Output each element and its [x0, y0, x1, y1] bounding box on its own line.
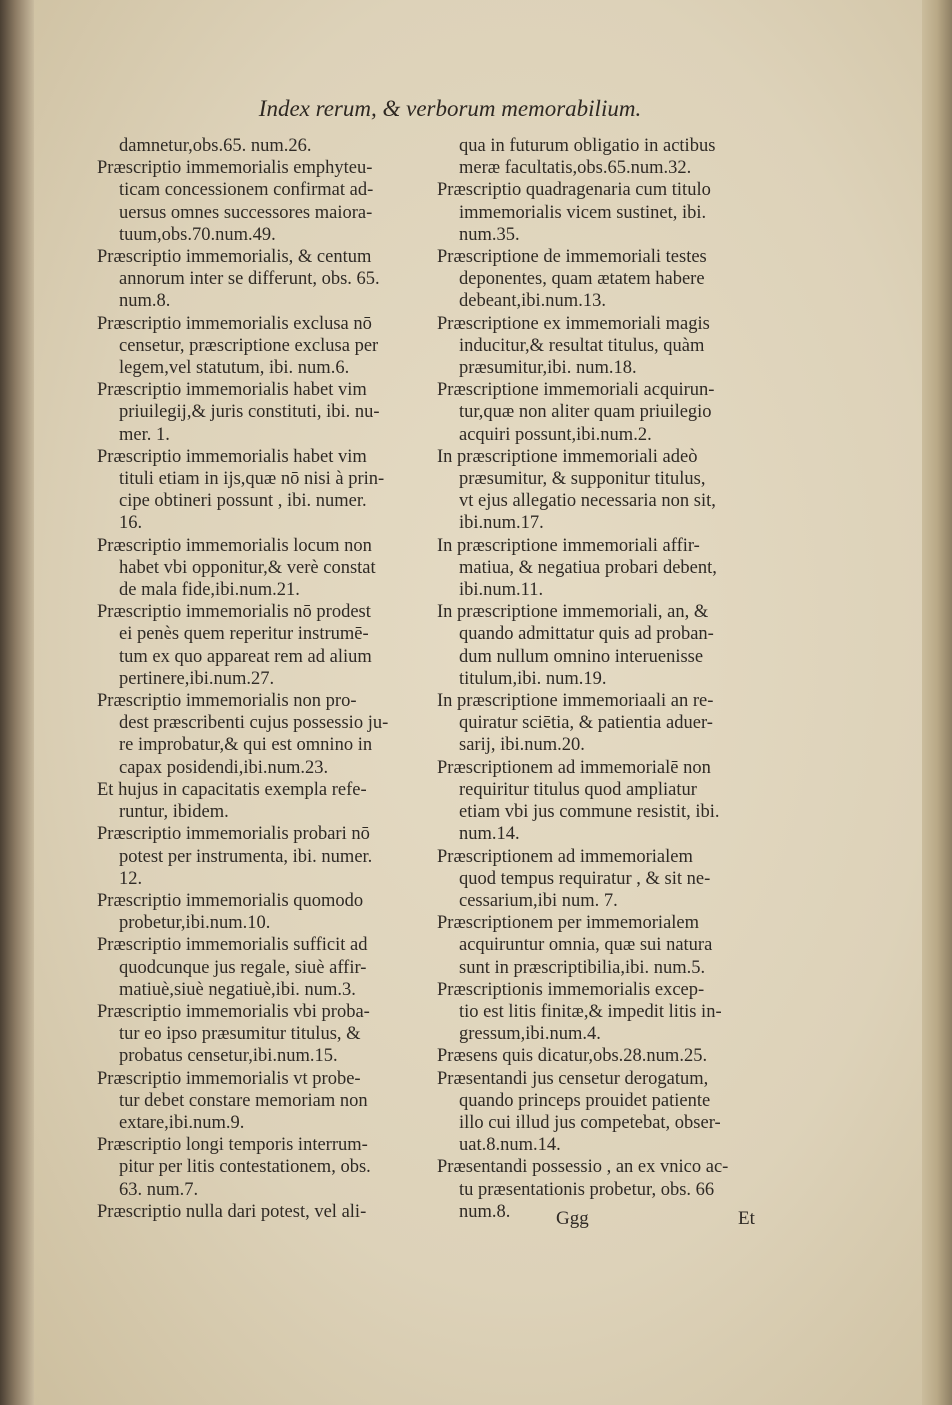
page-edge	[922, 0, 952, 1405]
index-entry: Præscriptio immemorialis locum non habet vbi opponitur,& verè constat de mala fide,ibi.num.21.	[97, 535, 376, 601]
signature-mark: Ggg	[556, 1208, 589, 1229]
index-entry: Præscriptio immemorialis emphyteu- ticam concessionem confirmat ad- uersus omnes successores maiora- tuum,obs.70.num.49.	[97, 158, 374, 245]
index-entry: qua in futurum obligatio in actibus meræ facultatis,obs.65.num.32.	[459, 136, 716, 179]
index-entry: Præscriptio immemorialis, & centum annorum inter se differunt, obs. 65. num.8.	[97, 247, 380, 312]
index-entry: Præscriptio immemorialis sufficit ad quodcunque jus regale, siuè affir- matiuè,siuè negatiuè,ibi. num.3.	[97, 935, 368, 1000]
index-entry: Præscriptio immemorialis vt probe- tur debet constare memoriam non extare,ibi.num.9.	[97, 1068, 368, 1133]
index-entry: Præscriptionem ad immemorialem quod tempus requiratur , & sit ne- cessarium,ibi num. 7.	[437, 846, 711, 911]
index-entry: Præsens quis dicatur,obs.28.num.25.	[437, 1046, 708, 1067]
index-entry: Præscriptione de immemoriali testes deponentes, quam ætatem habere debeant,ibi.num.13.	[437, 247, 707, 312]
index-entry: Præscriptio immemorialis habet vim priuilegij,& juris constituti, ibi. nu- mer. 1.	[97, 380, 380, 445]
index-entry: In præscriptione immemoriaali an re- quiratur sciētia, & patientia aduer- sarij, ibi.num.20.	[437, 691, 714, 756]
catchword: Et	[738, 1208, 755, 1229]
index-entry: Præscriptione immemoriali acquirun- tur,quæ non aliter quam priuilegio acquiri possunt,ibi.num.2.	[437, 380, 715, 445]
index-entry: In præscriptione immemoriali, an, & quando admittatur quis ad proban- dum nullum omnino interuenisse titulum,ibi. num.19.	[437, 602, 714, 689]
index-entry: Præscriptio immemorialis habet vim tituli etiam in ijs,quæ nō nisi à prin- cipe obtineri possunt , ibi. numer. 16.	[97, 446, 385, 534]
index-entry: In præscriptione immemoriali affir- matiua, & negatiua probari debent, ibi.num.11.	[437, 535, 717, 601]
index-entry: Et hujus in capacitatis exempla refe- runtur, ibidem.	[97, 779, 367, 823]
index-entry: Præsentandi possessio , an ex vnico ac- tu præsentationis probetur, obs. 66 num.8.	[437, 1157, 729, 1222]
index-entry: Præscriptio nulla dari potest, vel ali-	[97, 1201, 367, 1222]
index-entry: Præscriptio longi temporis interrum- pitur per litis contestationem, obs. 63. num.7.	[97, 1135, 371, 1200]
index-entry: Præscriptio immemorialis nō prodest ei penès quem reperitur instrumē- tum ex quo appareat rem ad alium pertinere,ibi.num.27.	[97, 602, 372, 689]
index-entry: Præscriptionem ad immemorialē non requiritur titulus quod ampliatur etiam vbi jus commune resistit, ibi. num.14.	[437, 757, 720, 845]
index-entry: Præscriptionem per immemorialem acquiruntur omnia, quæ sui natura sunt in præscriptibilia,ibi. num.5.	[437, 913, 713, 978]
left-index-column	[97, 135, 417, 1223]
index-entry: damnetur,obs.65. num.26.	[119, 136, 312, 156]
right-index-column	[437, 135, 767, 1223]
running-header: Index rerum, & verborum memorabilium.	[258, 96, 642, 121]
index-entry: Præscriptio quadragenaria cum titulo immemorialis vicem sustinet, ibi. num.35.	[437, 180, 711, 245]
index-entry: Præscriptione ex immemoriali magis inducitur,& resultat titulus, quàm præsumitur,ibi. num.18.	[437, 313, 710, 379]
index-entry: Præscriptio immemorialis quomodo probetur,ibi.num.10.	[97, 890, 364, 934]
book-spine-shadow	[0, 0, 34, 1405]
index-entry: Præscriptio immemorialis vbi proba- tur eo ipso præsumitur titulus, & probatus censetur,ibi.num.15.	[97, 1001, 370, 1067]
index-entry: Præscriptio immemorialis non pro- dest præscribenti cujus possessio ju- re improbatur,& qui est omnino in capax posidendi,ibi.num.23.	[97, 691, 389, 778]
index-entry: Præscriptio immemorialis probari nō potest per instrumenta, ibi. numer. 12.	[97, 824, 373, 889]
index-entry: Præscriptio immemorialis exclusa nō censetur, præscriptione exclusa per legem,vel statutum, ibi. num.6.	[97, 313, 379, 379]
index-entry: In præscriptione immemoriali adeò præsumitur, & supponitur titulus, vt ejus allegatio necessaria non sit, ibi.num.17.	[437, 446, 716, 534]
index-entry: Præsentandi jus censetur derogatum, quando princeps prouidet patiente illo cui illud jus competebat, obser- uat.8.num.14.	[437, 1068, 721, 1156]
index-entry: Præscriptionis immemorialis excep- tio est litis finitæ,& impedit litis in- gressum,ibi.num.4.	[437, 979, 722, 1045]
